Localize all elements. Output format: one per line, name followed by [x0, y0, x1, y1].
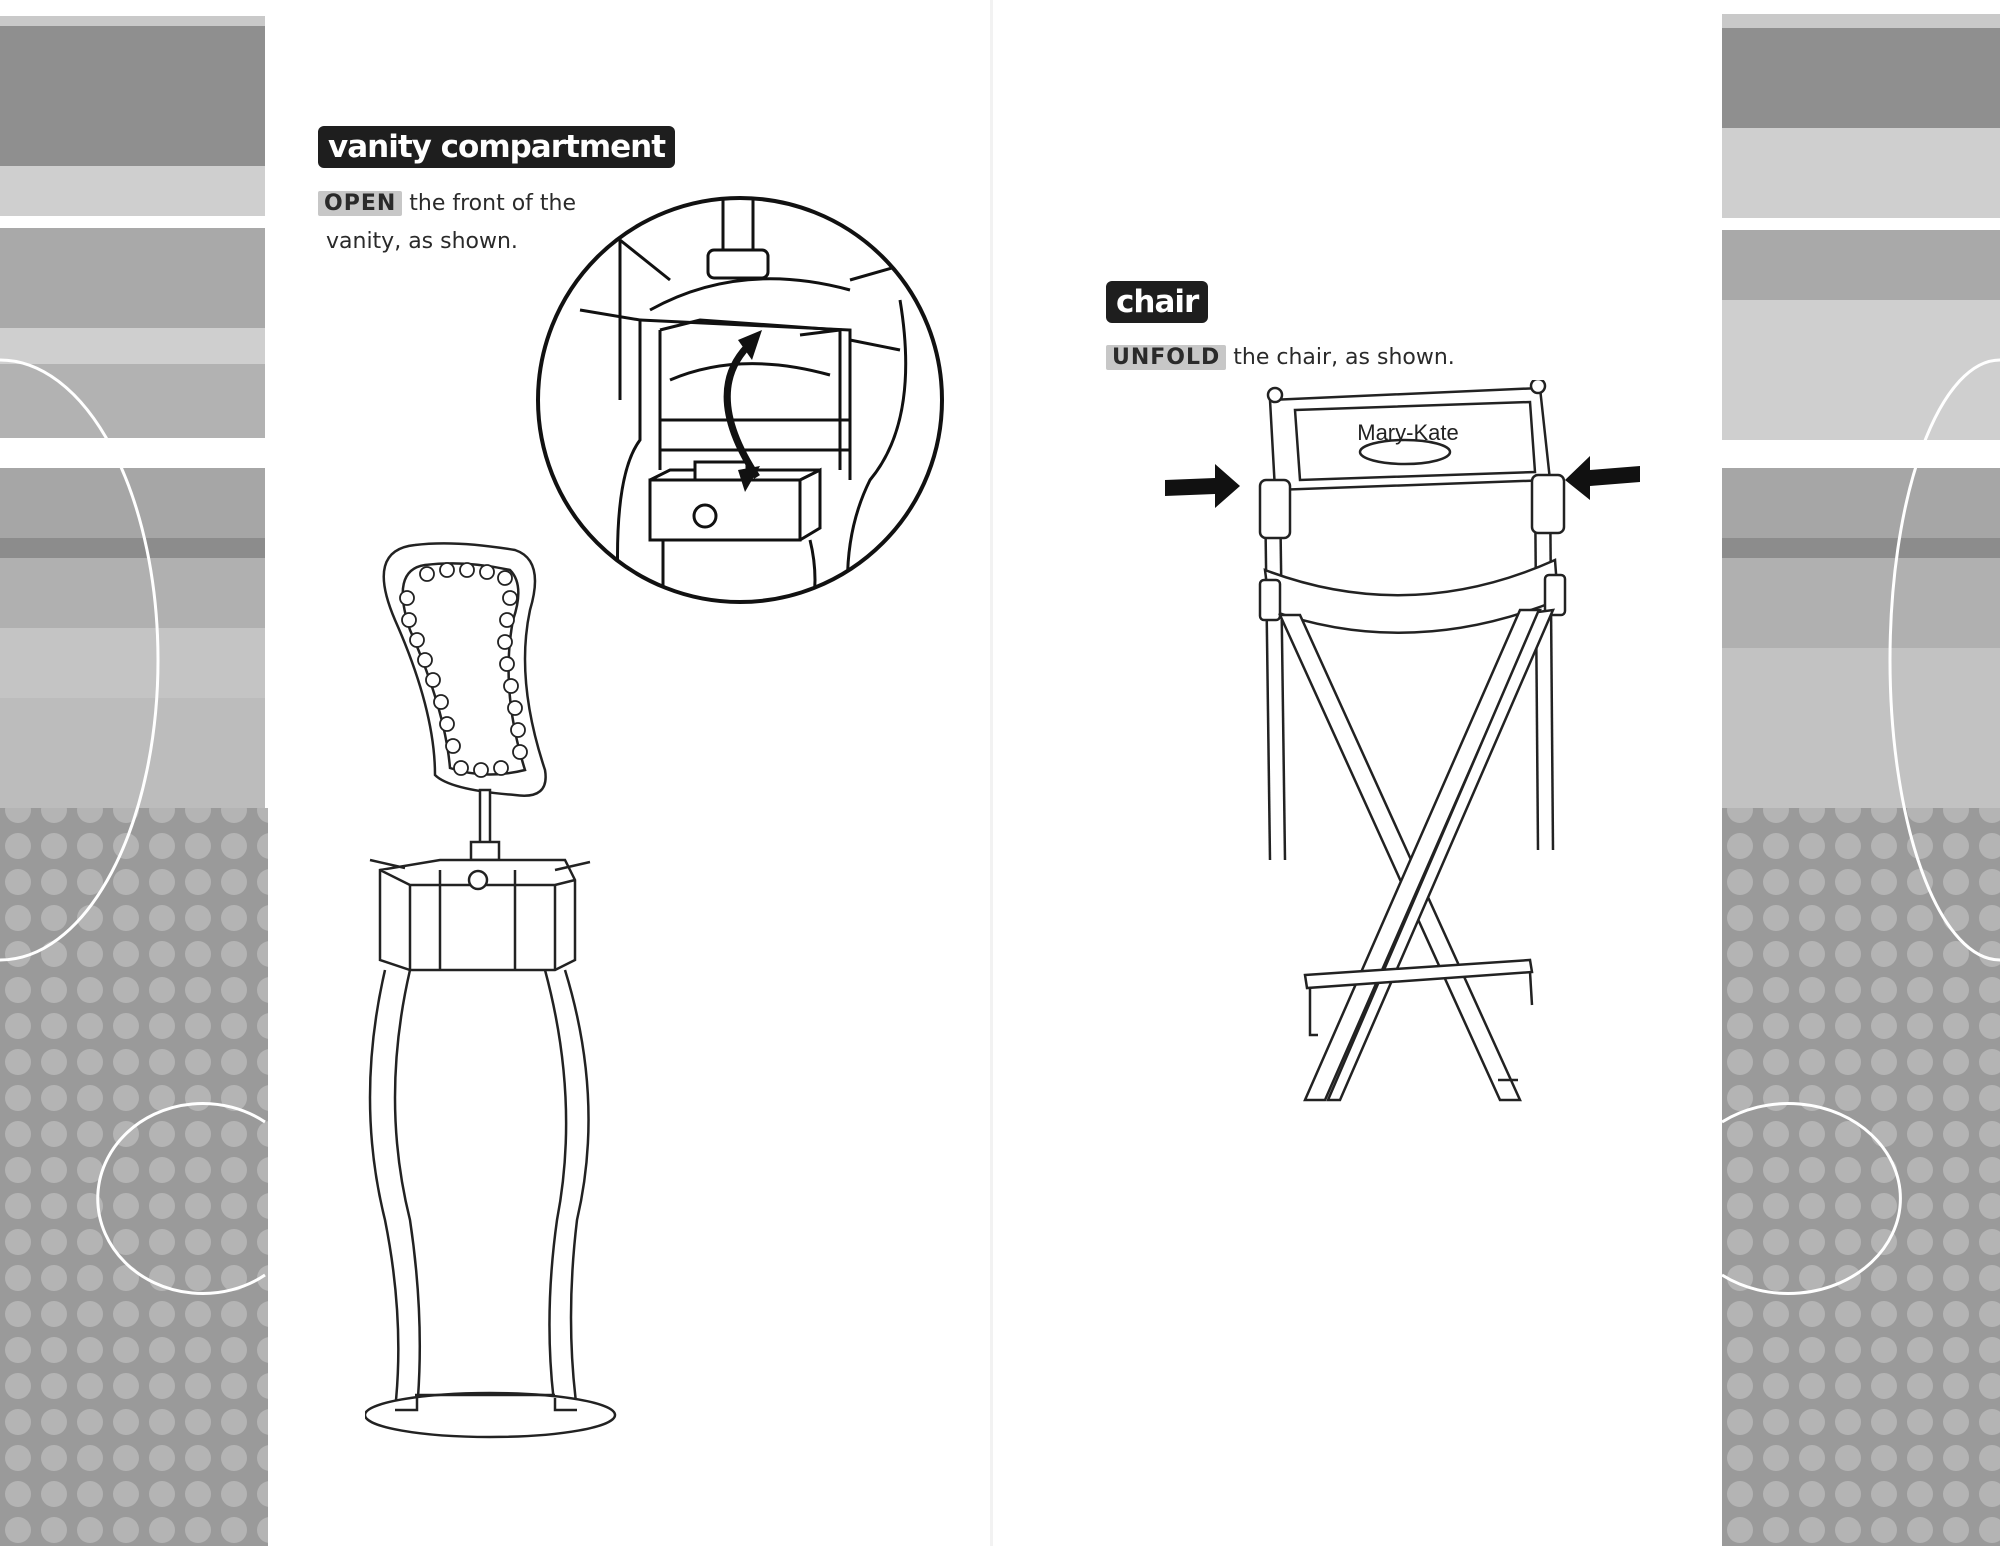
open-badge: OPEN — [318, 191, 402, 216]
vanity-instruction-line2: vanity, as shown. — [326, 229, 518, 254]
left-decorative-strip — [0, 0, 270, 1546]
chair-illustration — [1160, 380, 1660, 1120]
chair-heading: chair — [1106, 281, 1208, 323]
chair-instruction-text: the chair, as shown. — [1233, 345, 1455, 370]
unfold-badge: UNFOLD — [1106, 345, 1226, 370]
left-arrow-icon — [1165, 464, 1240, 508]
right-arrow-icon — [1565, 456, 1640, 500]
left-strip-graphic — [0, 0, 270, 1546]
right-strip-graphic — [1722, 0, 2000, 1546]
chair-instruction — [1106, 339, 1455, 377]
right-decorative-strip — [1722, 0, 2000, 1546]
chair-nameplate-text: Mary-Kate — [1357, 420, 1459, 445]
vanity-full-illustration — [365, 540, 655, 1440]
vanity-compartment-heading: vanity compartment — [318, 126, 675, 168]
vanity-instruction-text1: the front of the — [409, 191, 577, 216]
page-fold — [990, 0, 993, 1546]
